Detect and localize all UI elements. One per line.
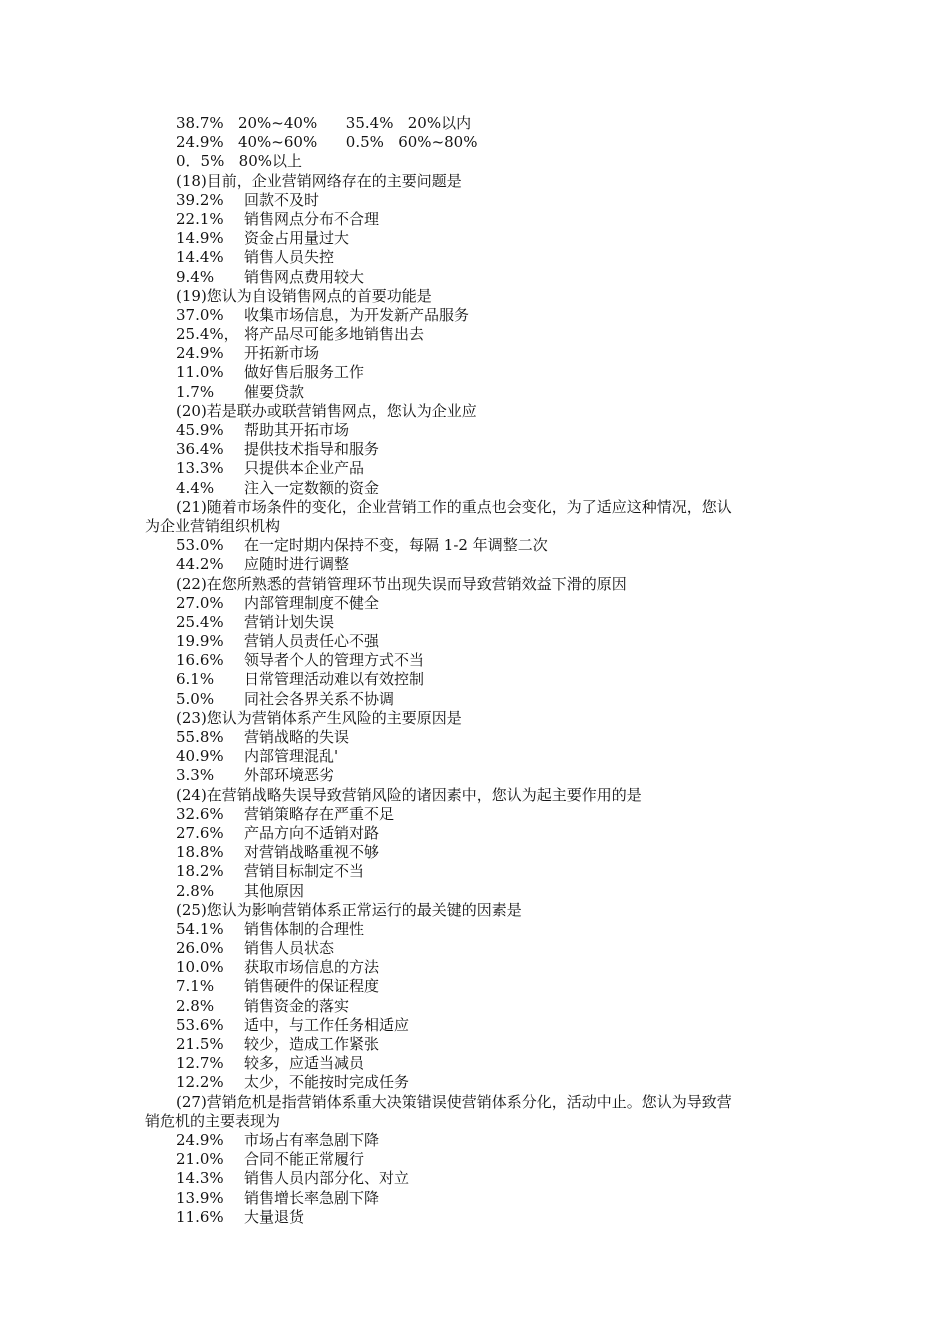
answer-percent: 21.5% bbox=[176, 1035, 224, 1053]
answer-row bbox=[0, 555, 950, 574]
question-title: (21)随着市场条件的变化，企业营销工作的重点也会变化，为了适应这种情况，您认 bbox=[176, 497, 732, 516]
answer-row bbox=[0, 344, 950, 363]
answer-row bbox=[0, 1208, 950, 1227]
answer-percent: 5.0% bbox=[176, 689, 215, 708]
range-row: 38.7% 20%~40% 35.4% 20%以内 bbox=[176, 114, 472, 132]
answer-text: 催要贷款 bbox=[244, 382, 305, 401]
answer-percent: 12.7% bbox=[176, 1054, 224, 1073]
survey-document bbox=[0, 114, 950, 1227]
answer-text: 营销目标制定不当 bbox=[244, 862, 365, 881]
answer-percent: 13.9% bbox=[176, 1188, 224, 1207]
answer-row bbox=[0, 728, 950, 747]
answer-percent: 25.4% bbox=[176, 612, 224, 631]
answer-row bbox=[0, 248, 950, 267]
answer-row bbox=[0, 613, 950, 632]
answer-percent: 14.4% bbox=[176, 248, 224, 267]
answer-row bbox=[0, 536, 950, 555]
answer-row bbox=[0, 1189, 950, 1208]
answer-text: 内部管理混乱' bbox=[244, 747, 339, 766]
answer-percent: 18.2% bbox=[176, 862, 224, 881]
answer-percent: 4.4% bbox=[176, 478, 215, 497]
answer-percent: 11.6% bbox=[176, 1207, 224, 1226]
answer-text: 适中，与工作任务相适应 bbox=[244, 1015, 410, 1034]
answer-text: 营销战略的失误 bbox=[244, 728, 350, 746]
answer-percent: 27.0% bbox=[176, 593, 224, 612]
answer-percent: 26.0% bbox=[176, 939, 224, 958]
range-row: 24.9% 40%~60% 0.5% 60%~80% bbox=[176, 133, 478, 152]
answer-row bbox=[0, 191, 950, 210]
answer-percent: 32.6% bbox=[176, 804, 224, 823]
answer-row bbox=[0, 1016, 950, 1035]
answer-text: 做好售后服务工作 bbox=[244, 363, 365, 382]
answer-row bbox=[0, 747, 950, 766]
answer-row bbox=[0, 1169, 950, 1188]
answer-text: 开拓新市场 bbox=[244, 344, 320, 363]
answer-percent: 54.1% bbox=[176, 919, 224, 938]
question-title: 销危机的主要表现为 bbox=[145, 1111, 281, 1130]
answer-text: 在一定时期内保持不变，每隔 1-2 年调整二次 bbox=[244, 536, 548, 555]
answer-percent: 6.1% bbox=[176, 670, 215, 689]
answer-text: 较少，造成工作紧张 bbox=[244, 1035, 380, 1053]
answer-row bbox=[0, 651, 950, 670]
question-title: (22)在您所熟悉的营销管理环节出现失误而导致营销效益下滑的原因 bbox=[176, 574, 627, 593]
answer-row bbox=[0, 594, 950, 613]
answer-row bbox=[0, 440, 950, 459]
answer-text: 收集市场信息，为开发新产品服务 bbox=[244, 305, 470, 324]
answer-percent: 14.3% bbox=[176, 1169, 224, 1188]
answer-percent: 10.0% bbox=[176, 958, 224, 977]
answer-percent: 53.6% bbox=[176, 1015, 224, 1034]
answer-row bbox=[0, 805, 950, 824]
answer-row bbox=[0, 229, 950, 248]
answer-text: 较多，应适当减员 bbox=[244, 1054, 365, 1073]
answer-percent: 37.0% bbox=[176, 305, 224, 324]
answer-percent: 55.8% bbox=[176, 728, 224, 746]
answer-row bbox=[0, 325, 950, 344]
answer-percent: 27.6% bbox=[176, 823, 224, 842]
answer-percent: 14.9% bbox=[176, 229, 224, 248]
question-title: (24)在营销战略失误导致营销风险的诸因素中，您认为起主要作用的是 bbox=[176, 785, 642, 804]
answer-text: 同社会各界关系不协调 bbox=[244, 689, 395, 708]
answer-text: 销售网点分布不合理 bbox=[244, 209, 380, 228]
answer-text: 销售人员失控 bbox=[244, 248, 335, 267]
answer-percent: 44.2% bbox=[176, 555, 224, 574]
answer-row bbox=[0, 268, 950, 287]
answer-row bbox=[0, 421, 950, 440]
answer-row bbox=[0, 210, 950, 229]
answer-row bbox=[0, 306, 950, 325]
answer-row bbox=[0, 690, 950, 709]
answer-percent: 25.4%， bbox=[176, 325, 239, 344]
answer-text: 产品方向不适销对路 bbox=[244, 823, 380, 842]
answer-percent: 24.9% bbox=[176, 1130, 224, 1149]
answer-percent: 18.8% bbox=[176, 843, 224, 862]
question-title: (23)您认为营销体系产生风险的主要原因是 bbox=[176, 708, 462, 727]
answer-text: 营销计划失误 bbox=[244, 612, 335, 631]
answer-row bbox=[0, 632, 950, 651]
answer-row bbox=[0, 1073, 950, 1092]
answer-text: 合同不能正常履行 bbox=[244, 1150, 365, 1169]
answer-percent: 53.0% bbox=[176, 536, 224, 555]
answer-text: 将产品尽可能多地销售出去 bbox=[244, 325, 425, 344]
answer-percent: 21.0% bbox=[176, 1150, 224, 1169]
question-title: 为企业营销组织机构 bbox=[145, 516, 281, 535]
answer-percent: 36.4% bbox=[176, 440, 224, 459]
answer-percent: 16.6% bbox=[176, 651, 224, 670]
answer-row bbox=[0, 1150, 950, 1169]
question-title: (18)目前，企业营销网络存在的主要问题是 bbox=[176, 171, 462, 190]
answer-text: 日常管理活动难以有效控制 bbox=[244, 670, 425, 689]
answer-row bbox=[0, 843, 950, 862]
answer-text: 销售网点费用较大 bbox=[244, 267, 365, 286]
answer-text: 获取市场信息的方法 bbox=[244, 958, 380, 977]
answer-row bbox=[0, 363, 950, 382]
answer-text: 注入一定数额的资金 bbox=[244, 478, 380, 497]
answer-text: 回款不及时 bbox=[244, 190, 320, 209]
answer-percent: 7.1% bbox=[176, 977, 215, 996]
answer-percent: 9.4% bbox=[176, 267, 215, 286]
question-title: (25)您认为影响营销体系正常运行的最关键的因素是 bbox=[176, 900, 522, 919]
answer-percent: 39.2% bbox=[176, 190, 224, 209]
answer-row bbox=[0, 958, 950, 977]
answer-row bbox=[0, 670, 950, 689]
answer-text: 销售硬件的保证程度 bbox=[244, 977, 380, 996]
question-title: (27)营销危机是指营销体系重大决策错误使营销体系分化，活动中止。您认为导致营 bbox=[176, 1092, 732, 1111]
range-row: 0．5% 80%以上 bbox=[176, 152, 302, 171]
answer-text: 帮助其开拓市场 bbox=[244, 421, 350, 439]
answer-text: 其他原因 bbox=[244, 881, 305, 900]
answer-text: 应随时进行调整 bbox=[244, 555, 350, 574]
answer-text: 内部管理制度不健全 bbox=[244, 593, 380, 612]
answer-percent: 45.9% bbox=[176, 421, 224, 439]
answer-text: 营销策略存在严重不足 bbox=[244, 804, 395, 823]
answer-row bbox=[0, 459, 950, 478]
answer-text: 只提供本企业产品 bbox=[244, 459, 365, 478]
answer-row bbox=[0, 939, 950, 958]
answer-row bbox=[0, 479, 950, 498]
answer-text: 销售体制的合理性 bbox=[244, 919, 365, 938]
answer-text: 市场占有率急剧下降 bbox=[244, 1130, 380, 1149]
answer-row bbox=[0, 920, 950, 939]
answer-text: 资金占用量过大 bbox=[244, 229, 350, 248]
answer-percent: 19.9% bbox=[176, 632, 224, 651]
answer-text: 对营销战略重视不够 bbox=[244, 843, 380, 862]
answer-percent: 3.3% bbox=[176, 766, 215, 785]
answer-percent: 40.9% bbox=[176, 747, 224, 766]
answer-row bbox=[0, 383, 950, 402]
answer-text: 领导者个人的管理方式不当 bbox=[244, 651, 425, 670]
answer-percent: 2.8% bbox=[176, 996, 215, 1015]
answer-text: 太少，不能按时完成任务 bbox=[244, 1073, 410, 1092]
answer-percent: 22.1% bbox=[176, 209, 224, 228]
answer-percent: 1.7% bbox=[176, 382, 215, 401]
answer-row bbox=[0, 766, 950, 785]
answer-percent: 2.8% bbox=[176, 881, 215, 900]
answer-percent: 24.9% bbox=[176, 344, 224, 363]
question-title: (19)您认为自设销售网点的首要功能是 bbox=[176, 286, 432, 305]
question-title: (20)若是联办或联营销售网点，您认为企业应 bbox=[176, 401, 477, 420]
answer-text: 提供技术指导和服务 bbox=[244, 440, 380, 459]
answer-row bbox=[0, 824, 950, 843]
answer-row bbox=[0, 1131, 950, 1150]
answer-text: 大量退货 bbox=[244, 1207, 305, 1226]
answer-row bbox=[0, 862, 950, 881]
answer-percent: 12.2% bbox=[176, 1073, 224, 1092]
answer-row bbox=[0, 997, 950, 1016]
answer-row bbox=[0, 1054, 950, 1073]
answer-text: 销售人员状态 bbox=[244, 939, 335, 958]
answer-row bbox=[0, 977, 950, 996]
answer-row bbox=[0, 882, 950, 901]
answer-row bbox=[0, 1035, 950, 1054]
answer-text: 销售人员内部分化、对立 bbox=[244, 1169, 410, 1188]
answer-text: 外部环境恶劣 bbox=[244, 766, 335, 785]
answer-text: 营销人员责任心不强 bbox=[244, 632, 380, 651]
answer-percent: 11.0% bbox=[176, 363, 224, 382]
answer-percent: 13.3% bbox=[176, 459, 224, 478]
answer-text: 销售增长率急剧下降 bbox=[244, 1188, 380, 1207]
answer-text: 销售资金的落实 bbox=[244, 996, 350, 1015]
